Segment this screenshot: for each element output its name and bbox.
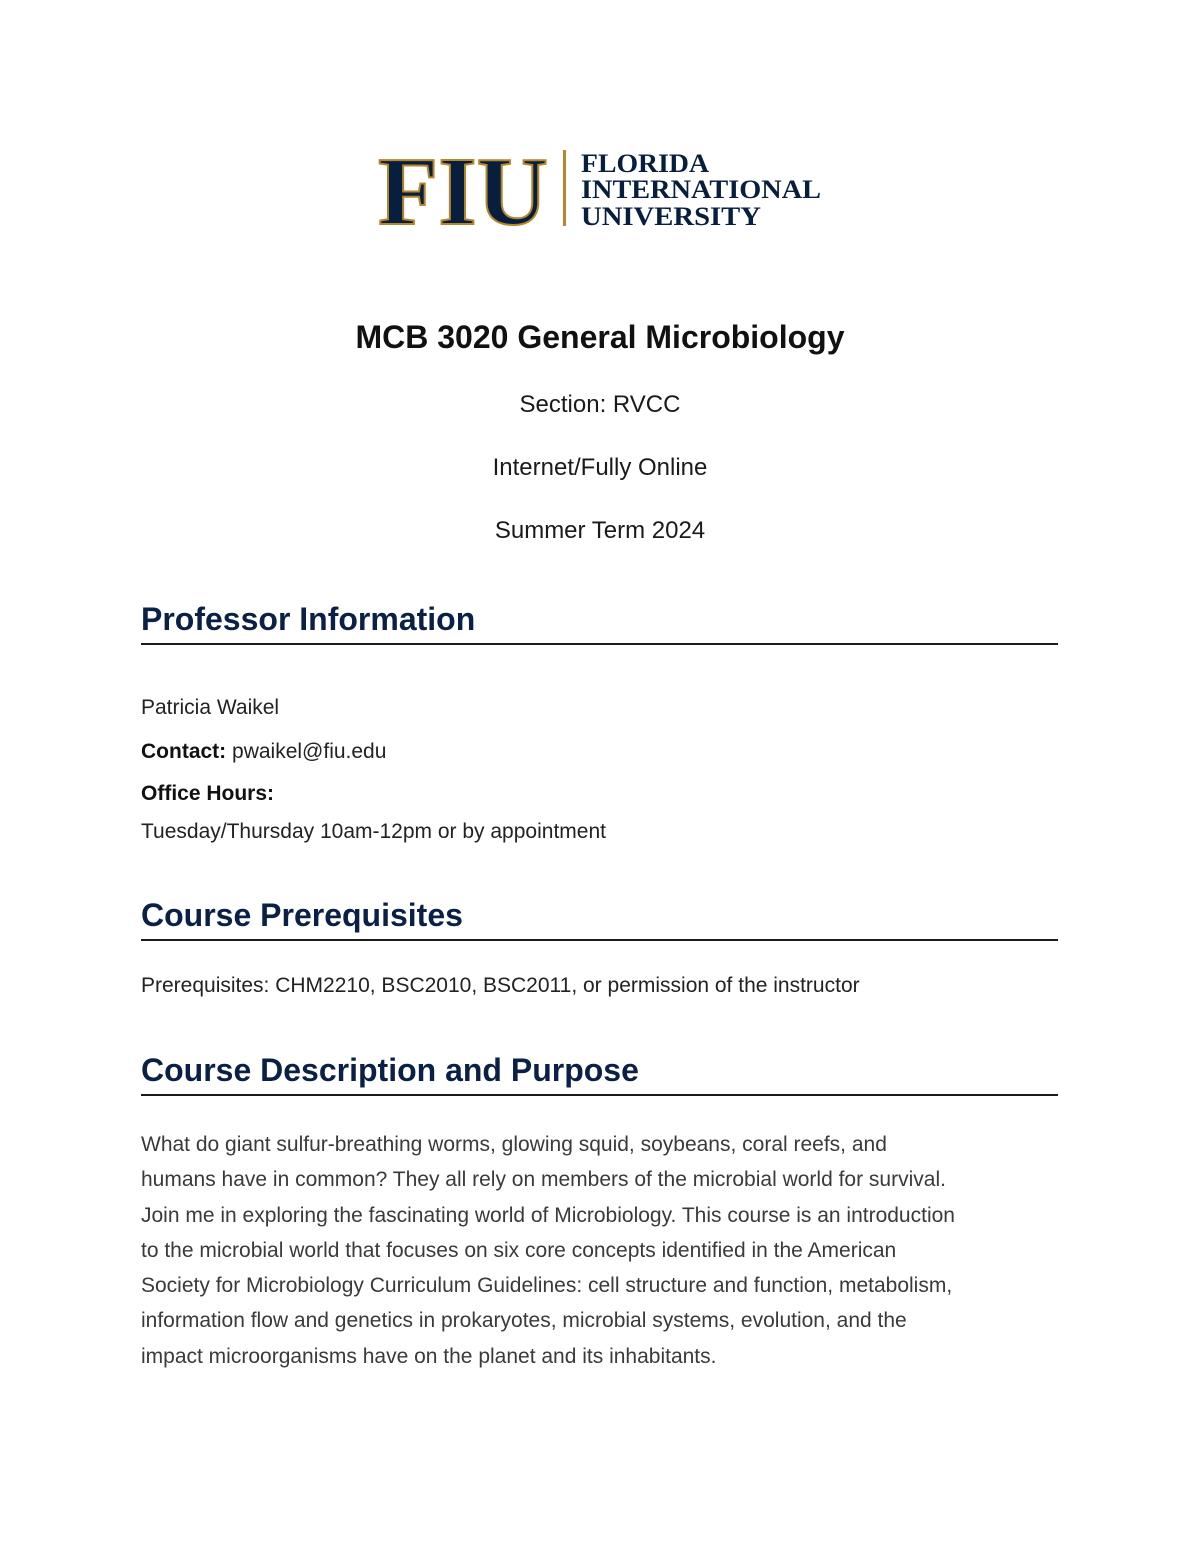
professor-heading: Professor Information (141, 599, 1058, 645)
term-line: Summer Term 2024 (494, 517, 706, 544)
description-heading: Course Description and Purpose (141, 1050, 1058, 1096)
svg-text:FIU: FIU (378, 148, 548, 230)
office-hours-label (141, 781, 1071, 807)
svg-text:INTERNATIONAL: INTERNATIONAL (581, 175, 821, 204)
office-hours-label-text: Office Hours: (141, 782, 275, 805)
description-paragraph (141, 1127, 1066, 1374)
description-line: What do giant sulfur-breathing worms, glowing squid, soybeans, coral reefs, and (141, 1133, 887, 1156)
title-block (0, 318, 1200, 546)
prerequisites-heading: Course Prerequisites (141, 895, 1058, 941)
section-line: Section: RVCC (519, 391, 681, 418)
description-line: to the microbial world that focuses on six core concepts identified in the American (141, 1238, 897, 1262)
svg-text:UNIVERSITY: UNIVERSITY (581, 202, 762, 230)
office-hours-value: Tuesday/Thursday 10am-12pm or by appointment (141, 820, 606, 843)
contact-email[interactable]: pwaikel@fiu.edu (232, 740, 387, 763)
fiu-logo (376, 148, 826, 230)
description-line: information flow and genetics in prokaryotes, microbial systems, evolution, and the (141, 1309, 907, 1333)
description-line: humans have in common? They all rely on members of the microbial world for survival. (141, 1168, 946, 1192)
description-line: Society for Microbiology Curriculum Guidelines: cell structure and function, metabolism, (141, 1274, 953, 1298)
contact-line (141, 739, 1071, 765)
modality-line: Internet/Fully Online (492, 454, 708, 481)
description-line: Join me in exploring the fascinating world of Microbiology. This course is an introduction (141, 1203, 955, 1227)
description-line: impact microorganisms have on the planet and its inhabitants. (141, 1344, 717, 1368)
svg-text:FLORIDA: FLORIDA (581, 149, 710, 178)
professor-name: Patricia Waikel (141, 696, 280, 719)
course-title: MCB 3020 General Microbiology (355, 319, 845, 355)
contact-label: Contact: (141, 740, 227, 763)
prerequisites-text: Prerequisites: CHM2210, BSC2010, BSC2011, or permission of the instructor (141, 974, 860, 997)
